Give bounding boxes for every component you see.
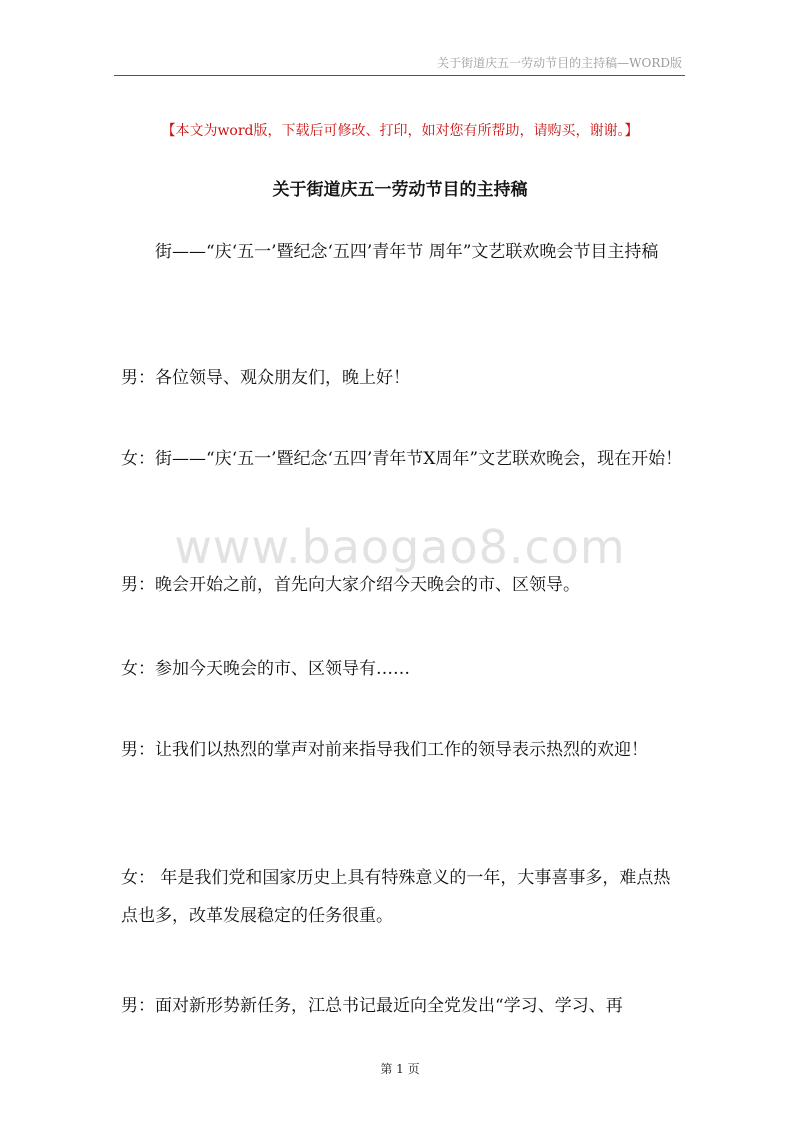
document-title: 关于街道庆五一劳动节目的主持稿 [272,180,528,200]
paragraph-intro: 街——“庆‘五一’暨纪念‘五四’青年节 周年”文艺联欢晚会节目主持稿 [155,242,659,262]
paragraph-male-4: 男：面对新形势新任务，江总书记最近向全党发出“学习、学习、再 [121,996,623,1016]
paragraph-male-1: 男：各位领导、观众朋友们，晚上好！ [121,368,410,388]
paragraph-female-2: 女：参加今天晚会的市、区领导有…… [121,659,410,679]
paragraph-male-2: 男：晚会开始之前，首先向大家介绍今天晚会的市、区领导。 [121,575,580,595]
header-divider [114,75,685,76]
paragraph-female-3: 女： 年是我们党和国家历史上具有特殊意义的一年，大事喜事多，难点热点也多，改革发展稳定的任务很重。 [121,868,671,926]
paragraph-female-1: 女：街——“庆‘五一’暨纪念‘五四’青年节X周年”文艺联欢晚会，现在开始！ [121,449,683,469]
purchase-notice: 【本文为word版，下载后可修改、打印，如对您有所帮助，请购买，谢谢。】 [161,123,639,139]
running-header: 关于街道庆五一劳动节目的主持稿—WORD版 [437,56,682,70]
page-number: 第 1 页 [380,1062,420,1076]
paragraph-male-3: 男：让我们以热烈的掌声对前来指导我们工作的领导表示热烈的欢迎！ [121,740,648,760]
watermark: www.baogao8.com [174,520,626,574]
